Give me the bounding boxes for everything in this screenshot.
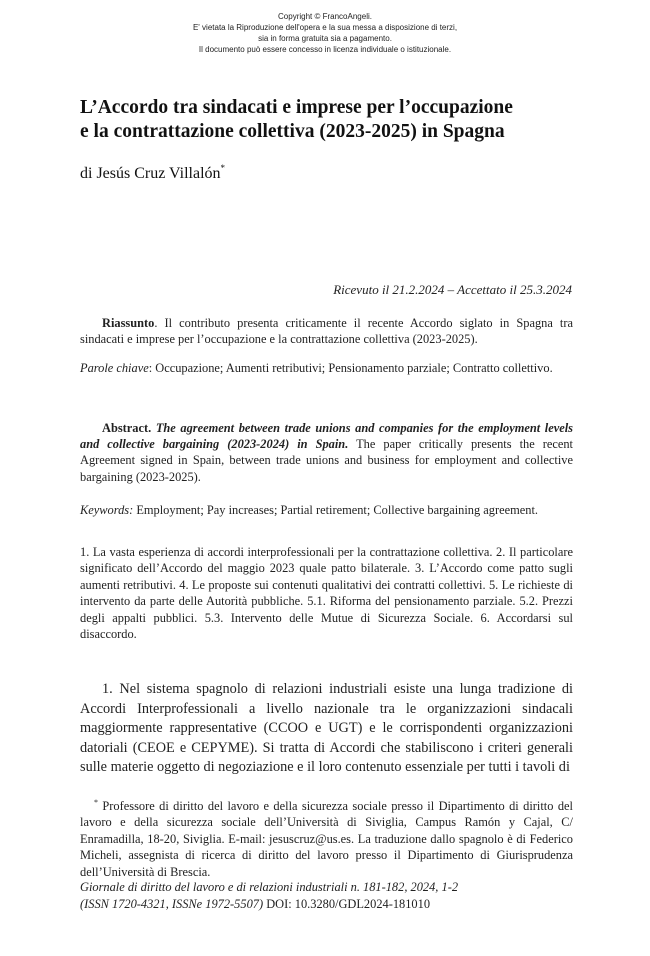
author-line <box>80 163 225 183</box>
riassunto-label: Riassunto <box>102 316 155 330</box>
journal-doi: DOI: 10.3280/GDL2024-181010 <box>263 896 431 911</box>
journal-issn: (ISSN 1720-4321, ISSNe 1972-5507) <box>80 896 264 911</box>
footnote-text: Professore di diritto del lavoro e della sicurezza sociale presso il Dipartimento di diritto del lavoro e della sicurezza sociale dell’Università di Siviglia, Campus Ramón y Cajal, C/ Enramadilla, 18-20, Siviglia. E-mail: jesuscruz@us.es. La traduzione dallo spagnolo è di Federico Micheli, assegnista di ricerca di diritto del lavoro presso il Dipartimento di Giurisprudenza dell’Università di Brescia. <box>80 799 573 879</box>
body-paragraph: 1. Nel sistema spagnolo di relazioni industriali esiste una lunga tradizione di Accordi Interprofessionali a livello nazionale tra le organizzazioni sindacali maggiormente rappresentative (CCOO e UGT) e le corrispondenti organizzazioni datoriali (CEOE e CEPYME). Si tratta di Accordi che stabiliscono i criteri generali sulle materie oggetto di negoziazione e il loro contenuto essenziale per tutti i tavoli di <box>80 681 573 776</box>
journal-issn-doi <box>80 896 580 913</box>
riassunto-paragraph <box>80 315 573 347</box>
title-line: e la contrattazione collettiva (2023-2025) in Spagna <box>80 121 505 142</box>
abstract-english-title: The agreement between trade unions and companies for the employment levels and collective bargaining (2023-2024) in Spain. <box>80 421 573 452</box>
keywords-text: Employment; Pay increases; Partial retirement; Collective bargaining agreement. <box>133 503 538 517</box>
copyright-notice <box>0 11 650 55</box>
received-accepted-dates: Ricevuto il 21.2.2024 – Accettato il 25.3.2024 <box>333 282 572 297</box>
title-line: L’Accordo tra sindacati e imprese per l’occupazione <box>80 97 513 118</box>
abstract-label: Abstract. <box>102 421 152 435</box>
journal-name: Giornale di diritto del lavoro e di relazioni industriali n. 181-182, 2024, 1-2 <box>80 880 459 894</box>
copyright-line: sia in forma gratuita sia a pagamento. <box>258 34 392 43</box>
parole-chiave-paragraph <box>80 360 573 376</box>
author-name: di Jesús Cruz Villalón <box>80 165 221 182</box>
keywords-paragraph <box>80 502 573 518</box>
abstract-paragraph <box>80 420 573 485</box>
table-of-contents: 1. La vasta esperienza di accordi interprofessionali per la contrattazione collettiva. 2. Il particolare significato dell’Accordo del maggio 2023 quale patto bilaterale. 3. L’Accordo come patto sugli aumenti retributivi. 4. Le proposte sui contenuti qualitativi dei contratti collettivi. 5. Le richieste di intervento da parte delle Autorità pubbliche. 5.1. Riforma del pensionamento parziale. 5.2. Prezzi degli appalti pubblici. 5.3. Intervento delle Mutue di Sicurezza Sociale. 6. Accordarsi sul disaccordo. <box>80 545 573 642</box>
copyright-line: Il documento può essere concesso in licenza individuale o istituzionale. <box>198 45 452 54</box>
footnote-marker: * <box>94 798 98 807</box>
journal-citation <box>80 879 580 912</box>
riassunto-text: . Il contributo presenta criticamente il recente Accordo siglato in Spagna tra sindacati e imprese per l’occupazione e la contrattazione collettiva (2023-2025). <box>80 316 573 347</box>
author-footnote-marker: * <box>220 163 226 173</box>
keywords-label: Keywords: <box>80 503 134 517</box>
parole-chiave-text: : Occupazione; Aumenti retributivi; Pensionamento parziale; Contratto collettivo. <box>148 361 553 375</box>
article-title <box>80 96 600 144</box>
copyright-line: Copyright © FrancoAngeli. <box>278 12 372 21</box>
abstract-text: The paper critically presents the recent Agreement signed in Spain, between trade unions and business for employment and collective bargaining (2023-2025). <box>80 437 573 484</box>
author-footnote <box>80 795 573 880</box>
copyright-line: E' vietata la Riproduzione dell'opera e la sua messa a disposizione di terzi, <box>192 23 458 32</box>
parole-chiave-label: Parole chiave <box>80 361 149 375</box>
